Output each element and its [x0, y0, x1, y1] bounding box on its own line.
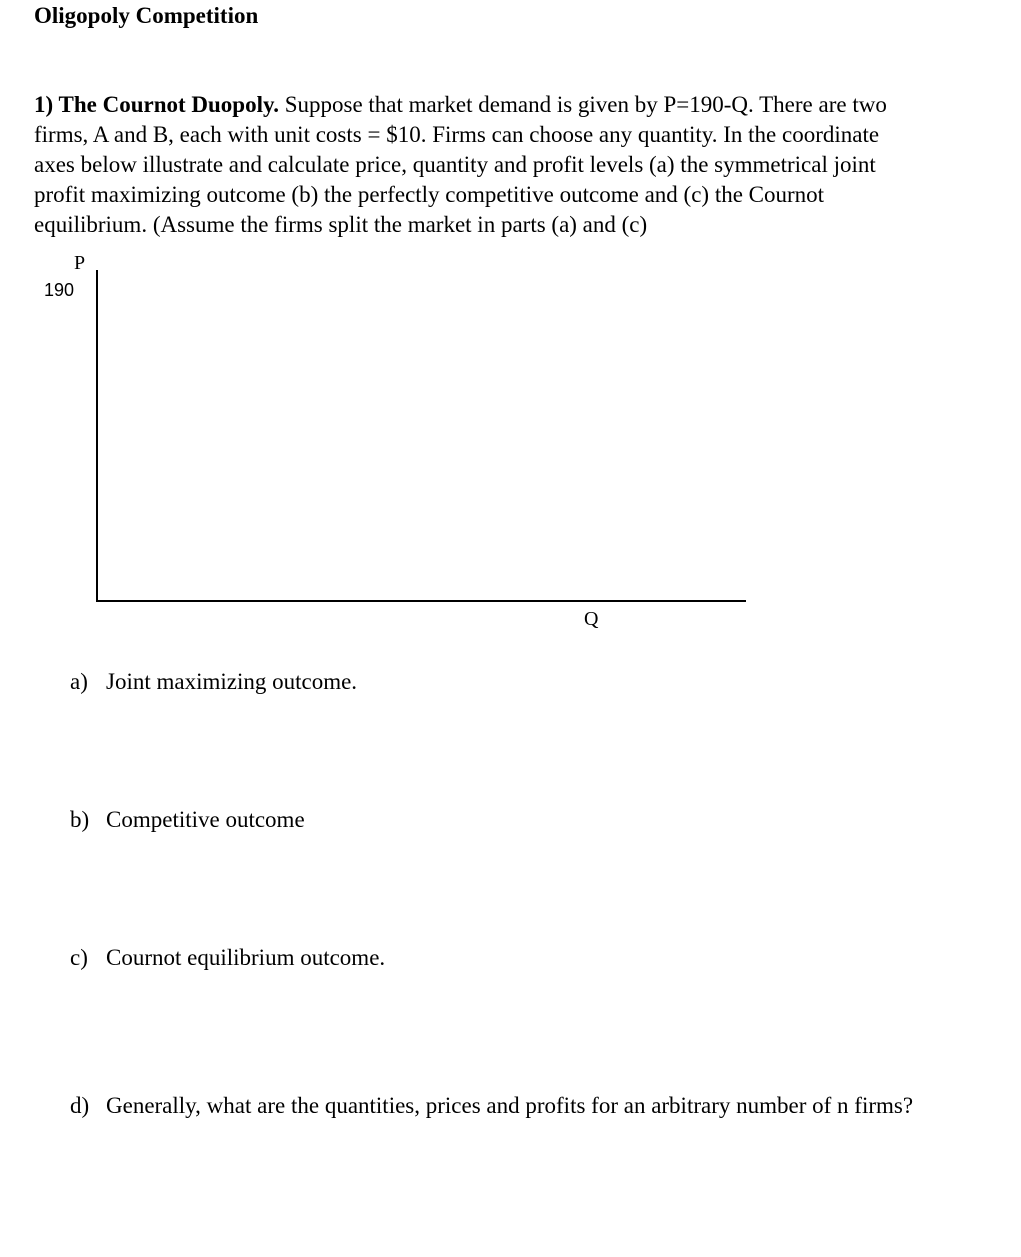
part-c-text: Cournot equilibrium outcome.: [106, 945, 386, 970]
problem-lead: 1) The Cournot Duopoly.: [34, 92, 279, 117]
part-b: [70, 806, 305, 834]
problem-line-1-text: Suppose that market demand is given by P=190-Q. There are two: [278, 92, 887, 117]
part-a-text: Joint maximizing outcome.: [106, 669, 358, 694]
part-d: [70, 1092, 913, 1120]
problem-line-3: axes below illustrate and calculate price, quantity and profit levels (a) the symmetrical joint: [34, 152, 876, 177]
x-axis-line: [96, 600, 746, 602]
y-axis-line: [96, 270, 98, 602]
part-c: [70, 944, 385, 972]
y-axis-tick-190: 190: [44, 280, 75, 300]
page-title: Oligopoly Competition: [34, 3, 259, 28]
problem-statement: [34, 90, 994, 240]
part-a: [70, 668, 357, 696]
y-axis-label: P: [74, 252, 86, 274]
part-d-marker: d): [70, 1093, 90, 1118]
part-a-marker: a): [70, 669, 88, 694]
part-d-text: Generally, what are the quantities, prices and profits for an arbitrary number of n firms?: [106, 1093, 914, 1118]
problem-line-5: equilibrium. (Assume the firms split the market in parts (a) and (c): [34, 212, 648, 237]
part-b-text: Competitive outcome: [106, 807, 305, 832]
problem-line-4: profit maximizing outcome (b) the perfectly competitive outcome and (c) the Cournot: [34, 182, 825, 207]
problem-line-2: firms, A and B, each with unit costs = $10. Firms can choose any quantity. In the coordinate: [34, 122, 880, 147]
problem-line-1: [34, 90, 994, 120]
part-b-marker: b): [70, 807, 90, 832]
x-axis-label: Q: [584, 608, 599, 630]
part-c-marker: c): [70, 945, 88, 970]
